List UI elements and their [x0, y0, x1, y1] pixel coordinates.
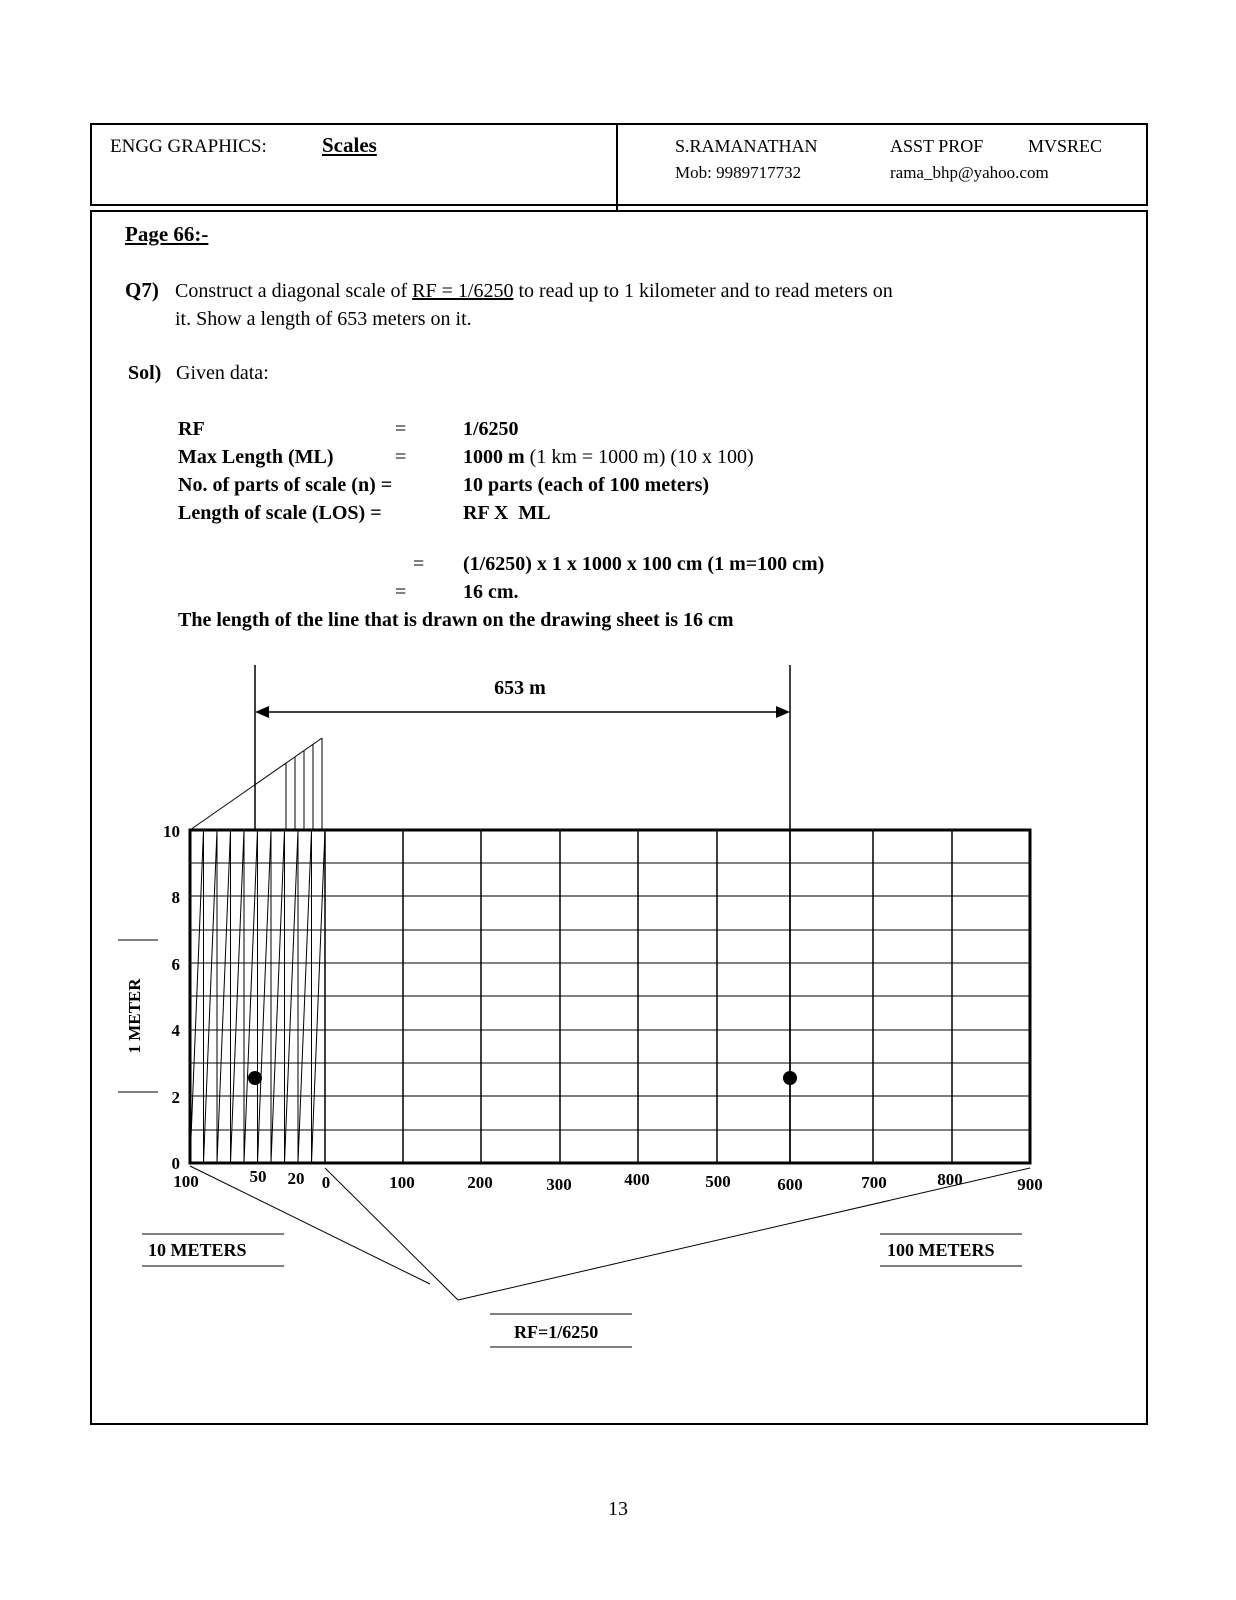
sol-label: Sol): [128, 362, 162, 384]
given-value-parts: 10 parts (each of 100 meters): [463, 474, 710, 496]
given-label-rf: RF: [178, 418, 205, 440]
y-tick-4: 4: [171, 1021, 180, 1040]
college-name: MVSREC: [1028, 136, 1103, 156]
y-tick-6: 6: [171, 955, 180, 974]
question-line1-pre: Construct a diagonal scale of: [175, 280, 413, 302]
main-tick-300: 300: [546, 1175, 572, 1194]
instructor-name: S.RAMANATHAN: [675, 136, 818, 156]
instructor-title: ASST PROF: [890, 136, 984, 156]
main-tick-900: 900: [1017, 1175, 1043, 1194]
y-axis-label: 1 METER: [125, 978, 144, 1054]
measure-arrow: [255, 665, 790, 1163]
page-heading: Page 66:-: [125, 222, 209, 246]
calc-value-2: 16 cm.: [463, 581, 519, 603]
y-tick-0: 0: [171, 1154, 180, 1173]
measure-point-right-dot: [783, 1071, 797, 1085]
calc-eq-1: =: [413, 553, 425, 575]
measure-label: 653 m: [494, 677, 546, 699]
given-value-ml: [463, 445, 754, 469]
right-unit-label: 100 METERS: [887, 1240, 995, 1260]
header-divider: [616, 123, 618, 211]
question-line1-post: to read up to 1 kilometer and to read meters on: [513, 280, 893, 302]
conclusion-text: The length of the line that is drawn on the drawing sheet is 16 cm: [178, 609, 734, 631]
arrowhead-right-icon: [776, 706, 790, 718]
given-value-los: RF X ML: [463, 502, 551, 524]
email-address: rama_bhp@yahoo.com: [890, 163, 1049, 182]
construction-fan: [190, 738, 322, 830]
calc-value-1: (1/6250) x 1 x 1000 x 100 cm (1 m=100 cm): [463, 553, 825, 575]
question-label: Q7): [125, 278, 159, 302]
main-tick-400: 400: [624, 1170, 650, 1189]
topic-title: Scales: [322, 133, 377, 157]
given-label-parts: No. of parts of scale (n) =: [178, 474, 393, 496]
given-value-ml-bold: 1000 m: [463, 446, 525, 468]
left-tick-50: 50: [249, 1167, 267, 1186]
main-tick-100: 100: [389, 1173, 415, 1192]
given-label-los: Length of scale (LOS) =: [178, 502, 382, 524]
page-number: 13: [608, 1498, 628, 1520]
calc-eq-2: =: [395, 581, 407, 603]
question-line2: it. Show a length of 653 meters on it.: [175, 308, 472, 330]
sol-text: Given data:: [176, 362, 269, 384]
main-tick-200: 200: [467, 1173, 493, 1192]
diagonal-scale-figure: [90, 650, 1150, 1370]
y-tick-8: 8: [171, 888, 180, 907]
leader-lines: [190, 1166, 1030, 1300]
left-tick-20: 20: [287, 1169, 305, 1188]
given-value-rf: 1/6250: [463, 418, 519, 440]
left-unit-label: 10 METERS: [148, 1240, 247, 1260]
given-label-ml: Max Length (ML): [178, 446, 334, 468]
arrowhead-left-icon: [255, 706, 269, 718]
given-value-ml-rest: (1 km = 1000 m) (10 x 100): [524, 446, 754, 468]
left-tick-0: 0: [321, 1173, 331, 1192]
measure-point-left-dot: [248, 1071, 262, 1085]
y-tick-2: 2: [171, 1088, 180, 1107]
given-eq-ml: =: [395, 446, 407, 468]
main-tick-600: 600: [777, 1175, 803, 1194]
main-tick-700: 700: [861, 1173, 887, 1192]
course-label: ENGG GRAPHICS:: [110, 136, 267, 157]
question-line1: [175, 279, 893, 303]
y-tick-10: 10: [163, 822, 180, 841]
rf-label: RF=1/6250: [514, 1322, 599, 1342]
question-rf-underlined: RF = 1/6250: [412, 280, 514, 302]
main-tick-500: 500: [705, 1172, 731, 1191]
given-eq-rf: =: [395, 418, 407, 440]
main-tick-800: 800: [937, 1170, 963, 1189]
mobile-number: Mob: 9989717732: [675, 163, 802, 182]
left-tick-100: 100: [173, 1172, 199, 1191]
horizontal-grid-lines: [190, 863, 1030, 1130]
